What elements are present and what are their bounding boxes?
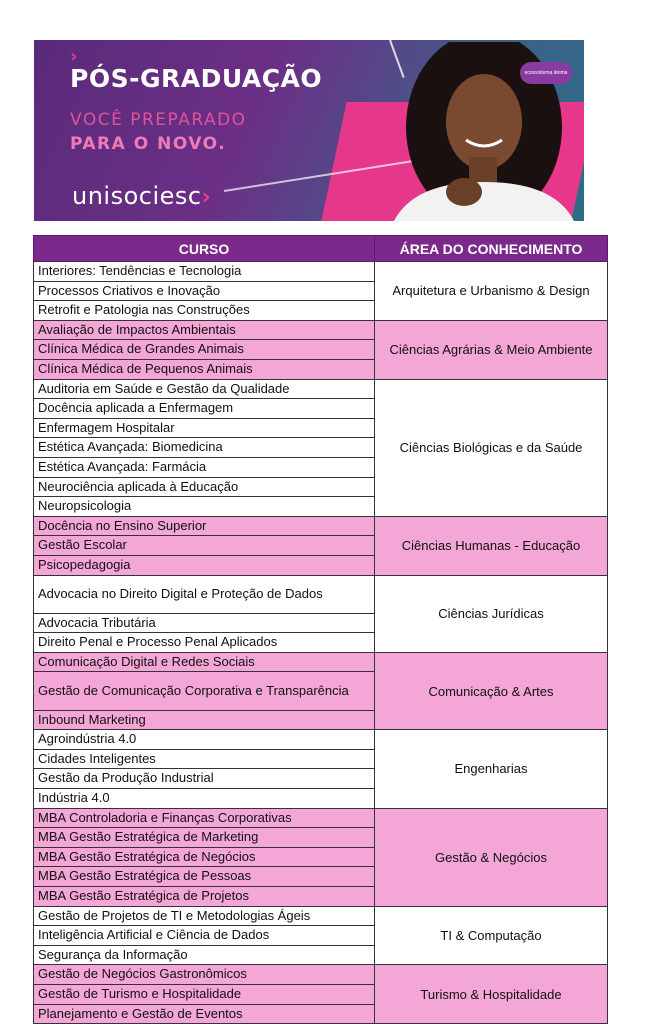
header-area: ÁREA DO CONHECIMENTO: [375, 236, 608, 262]
area-cell: TI & Computação: [375, 906, 608, 965]
brand-name: unisociesc: [72, 182, 202, 210]
course-cell: Advocacia no Direito Digital e Proteção de Dados: [34, 575, 375, 613]
course-cell: Psicopedagogia: [34, 555, 375, 575]
table-row: [34, 575, 608, 613]
course-cell: MBA Gestão Estratégica de Pessoas: [34, 867, 375, 887]
ecosystem-badge: ecossistema ânima: [520, 62, 572, 84]
course-cell: Gestão Escolar: [34, 536, 375, 556]
course-cell: Comunicação Digital e Redes Sociais: [34, 652, 375, 672]
course-cell: Advocacia Tributária: [34, 613, 375, 633]
area-cell: Ciências Humanas - Educação: [375, 516, 608, 575]
table-row: [34, 262, 608, 282]
course-cell: Docência aplicada a Enfermagem: [34, 399, 375, 419]
table-row: [34, 379, 608, 399]
course-cell: MBA Gestão Estratégica de Marketing: [34, 828, 375, 848]
course-cell: Avaliação de Impactos Ambientais: [34, 320, 375, 340]
course-cell: MBA Gestão Estratégica de Negócios: [34, 847, 375, 867]
course-cell: Gestão de Negócios Gastronômicos: [34, 965, 375, 985]
course-cell: Gestão de Comunicação Corporativa e Transparência: [34, 672, 375, 710]
table-row: [34, 652, 608, 672]
chevron-right-icon: ›: [70, 46, 78, 67]
area-cell: Gestão & Negócios: [375, 808, 608, 906]
table-row: [34, 320, 608, 340]
course-cell: Clínica Médica de Grandes Animais: [34, 340, 375, 360]
course-cell: Interiores: Tendências e Tecnologia: [34, 262, 375, 282]
table-row: [34, 730, 608, 750]
course-cell: Neuropsicologia: [34, 497, 375, 517]
course-cell: Auditoria em Saúde e Gestão da Qualidade: [34, 379, 375, 399]
course-cell: Cidades Inteligentes: [34, 749, 375, 769]
course-cell: Docência no Ensino Superior: [34, 516, 375, 536]
course-cell: Planejamento e Gestão de Eventos: [34, 1004, 375, 1024]
promo-banner: [34, 40, 584, 221]
area-cell: Turismo & Hospitalidade: [375, 965, 608, 1024]
brand-chevron-icon: ›: [201, 185, 212, 210]
course-cell: Gestão de Projetos de TI e Metodologias Ágeis: [34, 906, 375, 926]
area-cell: Comunicação & Artes: [375, 652, 608, 729]
course-cell: MBA Gestão Estratégica de Projetos: [34, 887, 375, 907]
course-cell: Gestão de Turismo e Hospitalidade: [34, 984, 375, 1004]
course-cell: Retrofit e Patologia nas Construções: [34, 301, 375, 321]
course-cell: Gestão da Produção Industrial: [34, 769, 375, 789]
area-cell: Ciências Biológicas e da Saúde: [375, 379, 608, 516]
course-cell: Indústria 4.0: [34, 789, 375, 809]
area-cell: Ciências Jurídicas: [375, 575, 608, 652]
course-cell: MBA Controladoria e Finanças Corporativas: [34, 808, 375, 828]
courses-table: [33, 235, 608, 1024]
banner-tagline-2: PARA O NOVO.: [70, 134, 227, 154]
course-cell: Inbound Marketing: [34, 710, 375, 730]
area-cell: Engenharias: [375, 730, 608, 808]
course-cell: Enfermagem Hospitalar: [34, 418, 375, 438]
course-cell: Direito Penal e Processo Penal Aplicados: [34, 633, 375, 653]
course-cell: Estética Avançada: Farmácia: [34, 457, 375, 477]
area-cell: Arquitetura e Urbanismo & Design: [375, 262, 608, 321]
header-course: CURSO: [34, 236, 375, 262]
table-header-row: [34, 236, 608, 262]
course-cell: Agroindústria 4.0: [34, 730, 375, 750]
table-row: [34, 965, 608, 985]
course-cell: Estética Avançada: Biomedicina: [34, 438, 375, 458]
area-cell: Ciências Agrárias & Meio Ambiente: [375, 320, 608, 379]
table-row: [34, 906, 608, 926]
course-cell: Clínica Médica de Pequenos Animais: [34, 359, 375, 379]
course-cell: Segurança da Informação: [34, 945, 375, 965]
brand-logo: [72, 182, 211, 210]
table-row: [34, 808, 608, 828]
course-cell: Neurociência aplicada à Educação: [34, 477, 375, 497]
banner-tagline-1: VOCÊ PREPARADO: [70, 110, 247, 130]
table-row: [34, 516, 608, 536]
course-cell: Processos Criativos e Inovação: [34, 281, 375, 301]
table-body: [34, 262, 608, 1024]
banner-title: PÓS-GRADUAÇÃO: [70, 64, 323, 93]
course-cell: Inteligência Artificial e Ciência de Dados: [34, 926, 375, 946]
